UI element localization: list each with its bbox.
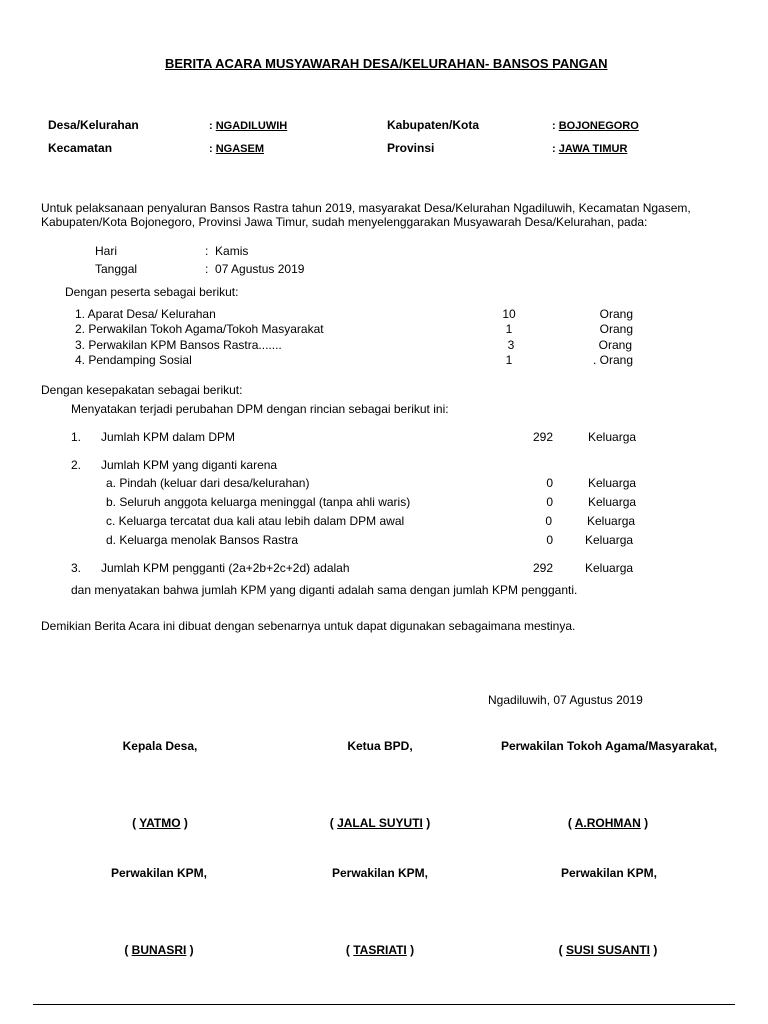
- signature-name: ( TASRIATI ): [345, 943, 415, 957]
- kabupaten-label: Kabupaten/Kota: [387, 118, 480, 132]
- provinsi-value: : JAWA TIMUR: [552, 143, 628, 155]
- subitem-label: c. Keluarga tercatat dua kali atau lebih dalam DPM awal: [106, 514, 405, 528]
- agreement-heading: Dengan kesepakatan sebagai berikut:: [41, 383, 243, 397]
- signature-name: ( JALAL SUYUTI ): [329, 816, 431, 830]
- participant-label: 4. Pendamping Sosial: [75, 353, 192, 367]
- participants-heading: Dengan peserta sebagai berikut:: [65, 285, 239, 299]
- item-value: 292: [532, 561, 553, 575]
- intro-line-2: Kabupaten/Kota Bojonegoro, Provinsi Jawa Timur, sudah menyelenggarakan Musyawarah Desa/Kelurahan, pada:: [41, 215, 648, 229]
- subitem-value: 0: [546, 533, 553, 547]
- agreement-closing-statement: dan menyatakan bahwa jumlah KPM yang diganti adalah sama dengan jumlah KPM pengganti.: [71, 583, 578, 597]
- item-number: 2.: [71, 458, 82, 472]
- participant-count: 10: [502, 307, 516, 321]
- intro-line-1: Untuk pelaksanaan penyaluran Bansos Rastra tahun 2019, masyarakat Desa/Kelurahan Ngadiluwih, Kecamatan Ngasem,: [41, 201, 691, 215]
- participant-unit: . Orang: [592, 353, 633, 367]
- participant-unit: Orang: [599, 322, 633, 336]
- subitem-value: 0: [546, 476, 553, 490]
- participant-label: 1. Aparat Desa/ Kelurahan: [75, 307, 216, 321]
- provinsi-label: Provinsi: [387, 141, 435, 155]
- signature-role: Perwakilan KPM,: [560, 866, 658, 880]
- bottom-rule: [33, 1004, 735, 1005]
- participant-unit: Orang: [598, 338, 632, 352]
- subitem-value: 0: [546, 495, 553, 509]
- agreement-statement: Menyatakan terjadi perubahan DPM dengan rincian sebagai berikut ini:: [71, 402, 449, 416]
- participant-count: 1: [505, 322, 513, 336]
- participant-unit: Orang: [599, 307, 633, 321]
- participant-count: 1: [505, 353, 513, 367]
- signature-name: ( SUSI SUSANTI ): [558, 943, 658, 957]
- signature-name: ( A.ROHMAN ): [567, 816, 649, 830]
- subitem-label: a. Pindah (keluar dari desa/kelurahan): [106, 476, 310, 490]
- desa-value: : NGADILUWIH: [209, 120, 288, 132]
- hari-label: Hari: [95, 244, 118, 258]
- hari-value: : Kamis: [205, 244, 249, 258]
- kecamatan-value: : NGASEM: [209, 143, 265, 155]
- subitem-label: d. Keluarga menolak Bansos Rastra: [106, 533, 299, 547]
- item-value: 292: [532, 430, 553, 444]
- subitem-unit: Keluarga: [585, 533, 634, 547]
- item-number: 1.: [71, 430, 82, 444]
- subitem-unit: Keluarga: [587, 514, 636, 528]
- kecamatan-label: Kecamatan: [48, 141, 113, 155]
- desa-label: Desa/Kelurahan: [48, 118, 139, 132]
- item-number: 3.: [71, 561, 82, 575]
- subitem-unit: Keluarga: [588, 495, 637, 509]
- item-label: Jumlah KPM dalam DPM: [101, 430, 236, 444]
- participant-count: 3: [507, 338, 515, 352]
- subitem-label: b. Seluruh anggota keluarga meninggal (tanpa ahli waris): [106, 495, 411, 509]
- signature-name: ( BUNASRI ): [124, 943, 194, 957]
- signature-role: Perwakilan Tokoh Agama/Masyarakat,: [500, 739, 718, 753]
- signature-role: Kepala Desa,: [122, 739, 198, 753]
- kabupaten-value: : BOJONEGORO: [552, 120, 639, 132]
- item-unit: Keluarga: [585, 561, 634, 575]
- signature-role: Ketua BPD,: [347, 739, 413, 753]
- item-label: Jumlah KPM yang diganti karena: [101, 458, 278, 472]
- document-title: BERITA ACARA MUSYAWARAH DESA/KELURAHAN- BANSOS PANGAN: [165, 56, 608, 71]
- tanggal-value: : 07 Agustus 2019: [205, 262, 305, 276]
- participant-label: 2. Perwakilan Tokoh Agama/Tokoh Masyarakat: [75, 322, 324, 336]
- tanggal-label: Tanggal: [95, 262, 138, 276]
- signature-role: Perwakilan KPM,: [331, 866, 429, 880]
- item-unit: Keluarga: [588, 430, 637, 444]
- signature-role: Perwakilan KPM,: [110, 866, 208, 880]
- signature-name: ( YATMO ): [132, 816, 188, 830]
- subitem-value: 0: [545, 514, 552, 528]
- subitem-unit: Keluarga: [588, 476, 637, 490]
- participant-label: 3. Perwakilan KPM Bansos Rastra.......: [75, 338, 282, 352]
- place-date: Ngadiluwih, 07 Agustus 2019: [488, 693, 643, 707]
- closing-paragraph: Demikian Berita Acara ini dibuat dengan sebenarnya untuk dapat digunakan sebagaimana mestinya.: [41, 619, 576, 633]
- item-label: Jumlah KPM pengganti (2a+2b+2c+2d) adalah: [101, 561, 350, 575]
